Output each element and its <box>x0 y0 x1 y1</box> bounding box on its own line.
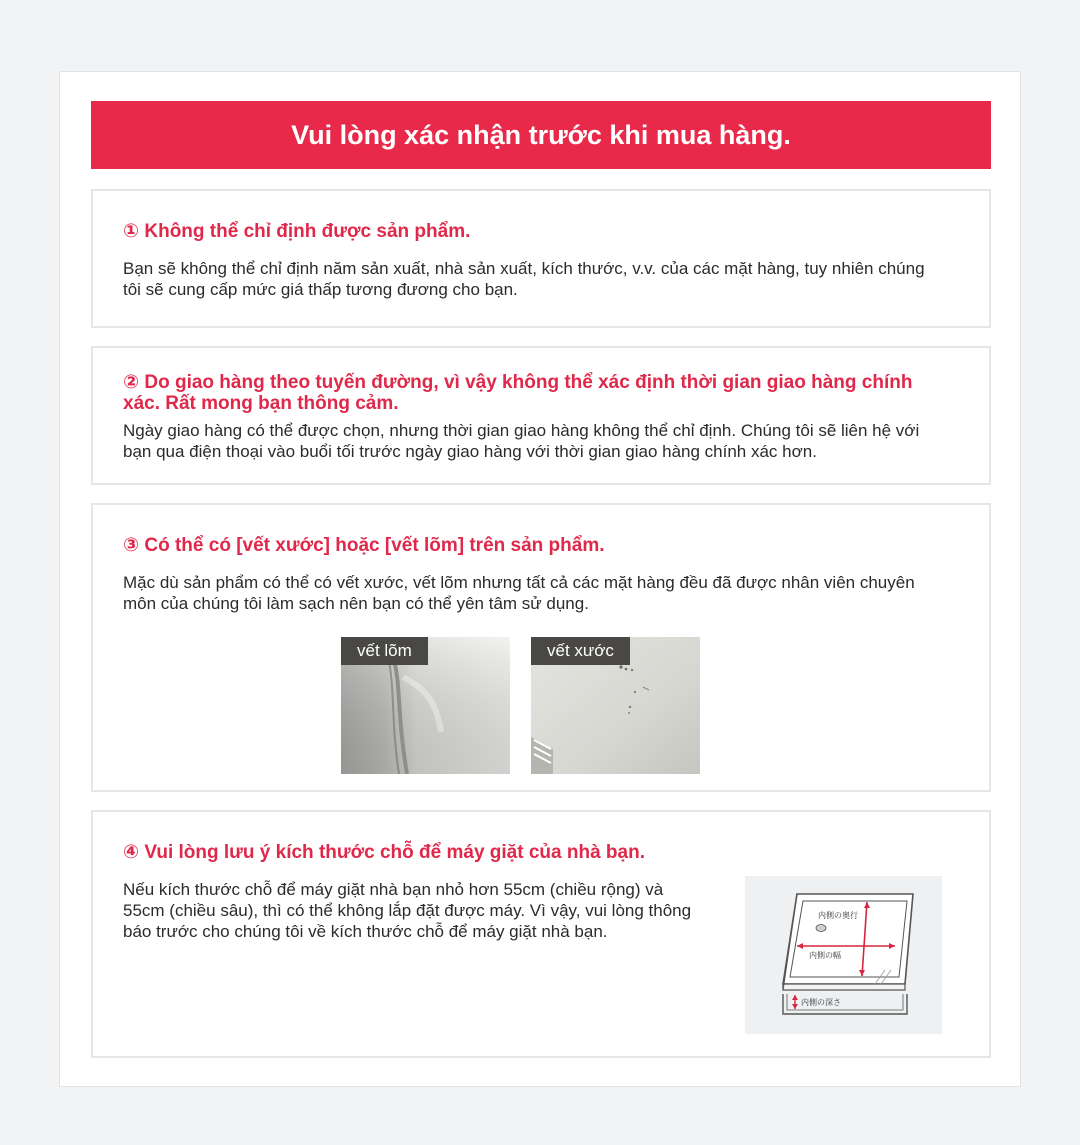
depth-label: 内側の奥行 <box>818 911 858 920</box>
section-title: ④ Vui lòng lưu ý kích thước chỗ để máy giặt của nhà bạn. <box>123 842 645 863</box>
banner-title: Vui lòng xác nhận trước khi mua hàng. <box>291 119 791 150</box>
section-delivery-time <box>91 346 991 485</box>
dent-label: vết lõm <box>341 637 428 665</box>
section-body: Nếu kích thước chỗ để máy giặt nhà bạn nhỏ hơn 55cm (chiều rộng) và 55cm (chiều sâu), thì có thể không lắp đặt được máy. Vì vậy, vui lòng thông báo trước cho chúng tôi về kích thước chỗ để máy giặt nhà bạn. <box>123 880 692 941</box>
dent-photo <box>341 637 510 774</box>
section-body: Ngày giao hàng có thể được chọn, nhưng thời gian giao hàng không thể chỉ định. Chúng tôi sẽ liên hệ với bạn qua điện thoại vào buổi tối trước ngày giao hàng với thời gian giao hàng chính xác hơn. <box>123 421 920 461</box>
washer-pan-diagram <box>745 876 942 1034</box>
section-body: Mặc dù sản phẩm có thể có vết xước, vết lõm nhưng tất cả các mặt hàng đều đã được nhân viên chuyên môn của chúng tôi làm sạch nên bạn có thể yên tâm sử dụng. <box>123 573 915 613</box>
scratch-label: vết xước <box>531 637 630 665</box>
section-title: ① Không thể chỉ định được sản phẩm. <box>123 221 471 242</box>
section-body: Bạn sẽ không thể chỉ định năm sản xuất, nhà sản xuất, kích thước, v.v. của các mặt hàng, tuy nhiên chúng tôi sẽ cung cấp mức giá thấp tương đương cho bạn. <box>123 259 925 299</box>
scratch-photo <box>531 637 700 774</box>
section-title: ③ Có thể có [vết xước] hoặc [vết lõm] trên sản phẩm. <box>123 535 605 556</box>
width-label: 内側の幅 <box>809 951 841 960</box>
washer-pan-drawing <box>745 876 942 1034</box>
section-title: ② Do giao hàng theo tuyến đường, vì vậy không thể xác định thời gian giao hàng chính xác. Rất mong bạn thông cảm. <box>123 372 913 414</box>
section-space-size <box>91 810 991 1058</box>
section-product-unspecified <box>91 189 991 328</box>
height-label: 内側の深さ <box>801 998 841 1007</box>
notice-banner <box>91 101 991 169</box>
section-scratches-dents <box>91 503 991 792</box>
notice-card <box>59 71 1021 1087</box>
